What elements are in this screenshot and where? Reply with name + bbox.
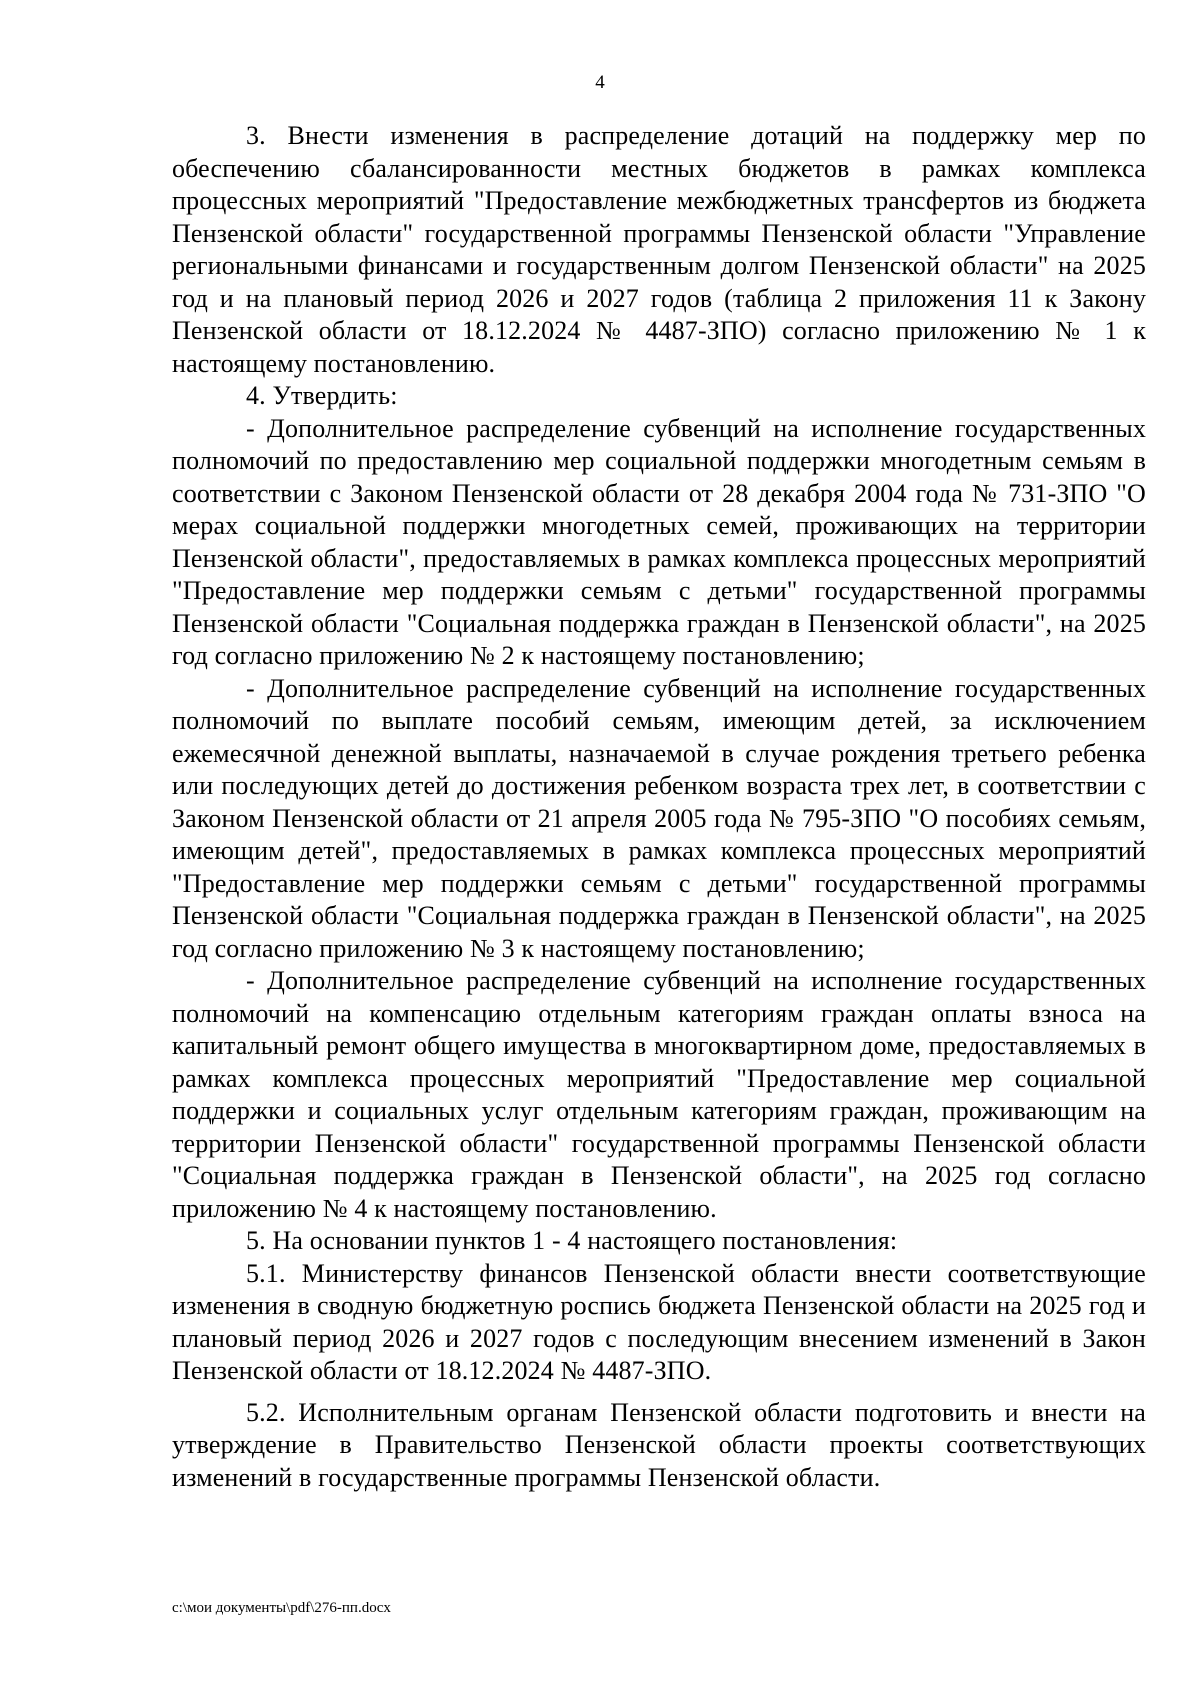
paragraph-4-item-2: - Дополнительное распределение субвенций на исполнение государственных полномочий по выплате пособий семьям, имеющим детей, за исключением ежемесячной денежной выплаты, назначаемой в случае рождения третьего ребенка или последующих детей до достижения ребенком возраста трех лет, в соответствии с Законом Пензенской области от 21 апреля 2005 года № 795-ЗПО "О пособиях семьям, имеющим детей", предоставляемых в рамках комплекса процессных мероприятий "Предоставление мер поддержки семьям с детьми" государственной программы Пензенской области "Социальная поддержка граждан в Пензенской области", на 2025 год согласно приложению № 3 к настоящему постановлению;	[172, 673, 1146, 963]
paragraph-3: 3. Внести изменения в распределение дотаций на поддержку мер по обеспечению сбалансированности местных бюджетов в рамках комплекса процессных мероприятий "Предоставление межбюджетных трансфертов из бюджета Пензенской области" государственной программы Пензенской области "Управление региональными финансами и государственным долгом Пензенской области" на 2025 год и на плановый период 2026 и 2027 годов (таблица 2 приложения 11 к Закону Пензенской области от 18.12.2024 № 4487-ЗПО) согласно приложению № 1 к настоящему постановлению.	[172, 121, 1146, 378]
document-body	[172, 120, 1146, 1494]
paragraph-5-1: 5.1. Министерству финансов Пензенской области внести соответствующие изменения в сводную бюджетную роспись бюджета Пензенской области на 2025 год и плановый период 2026 и 2027 годов с последующим внесением изменений в Закон Пензенской области от 18.12.2024 № 4487-ЗПО.	[172, 1258, 1146, 1385]
paragraph-4-item-1: - Дополнительное распределение субвенций на исполнение государственных полномочий по предоставлению мер социальной поддержки многодетным семьям в соответствии с Законом Пензенской области от 28 декабря 2004 года № 731-ЗПО "О мерах социальной поддержки многодетных семей, проживающих на территории Пензенской области", предоставляемых в рамках комплекса процессных мероприятий "Предоставление мер поддержки семьям с детьми" государственной программы Пензенской области "Социальная поддержка граждан в Пензенской области", на 2025 год согласно приложению № 2 к настоящему постановлению;	[172, 413, 1146, 670]
paragraph-5-2: 5.2. Исполнительным органам Пензенской области подготовить и внести на утверждение в Правительство Пензенской области проекты соответствующих изменений в государственные программы Пензенской области.	[172, 1397, 1146, 1492]
page-number: 4	[595, 72, 605, 93]
paragraph-4-item-3: - Дополнительное распределение субвенций на исполнение государственных полномочий на компенсацию отдельным категориям граждан оплаты взноса на капитальный ремонт общего имущества в многоквартирном доме, предоставляемых в рамках комплекса процессных мероприятий "Предоставление мер социальной поддержки и социальных услуг отдельным категориям граждан, проживающим на территории Пензенской области" государственной программы Пензенской области "Социальная поддержка граждан в Пензенской области", на 2025 год согласно приложению № 4 к настоящему постановлению.	[172, 966, 1146, 1223]
footer-file-path: c:\мои документы\pdf\276-пп.docx	[172, 1600, 391, 1616]
paragraph-4: 4. Утвердить:	[246, 381, 398, 410]
paragraph-5: 5. На основании пунктов 1 - 4 настоящего постановления:	[246, 1226, 898, 1255]
